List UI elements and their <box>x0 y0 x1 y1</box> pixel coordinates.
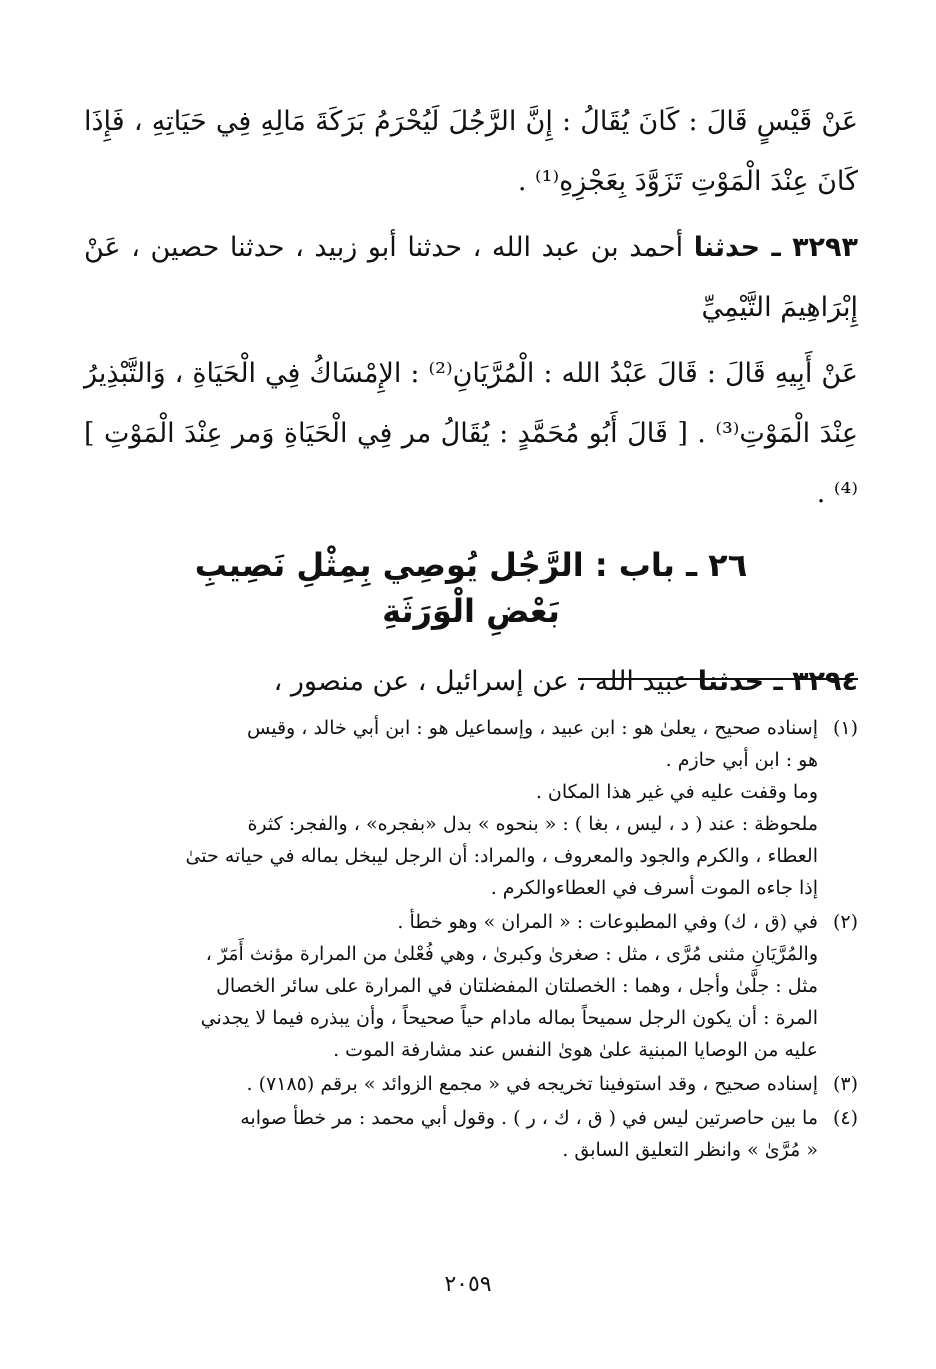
chapter-heading-line-1: ٢٦ ـ باب : الرَّجُل يُوصِي بِمِثْلِ نَصِيبِ <box>194 546 748 584</box>
footnote-line: وما وقفت عليه في غير هذا المكان . <box>535 781 818 803</box>
paragraph-3: عَنْ أَبِيهِ قَالَ : قَالَ عَبْدُ الله : الْمُرَّيَانِ⁽²⁾ : الإِمْسَاكُ فِي الْحَيَاةِ ، وَالتَّبْذِيرُ عِنْدَ الْمَوْتِ⁽³⁾ . [ قَالَ أَبُو مُحَمَّدٍ : يُقَالُ مر فِي الْحَيَاةِ وَمر عِنْدَ الْمَوْتِ ]⁽⁴⁾ . <box>84 358 858 509</box>
footnote-line: عليه من الوصايا المبنية علىٰ هوىٰ النفس عند مشارفة الموت . <box>333 1039 818 1061</box>
paragraph-hadith-3293 <box>84 218 858 338</box>
page-number: ٢٠٥٩ <box>444 1272 492 1297</box>
footnote-1 <box>84 712 858 904</box>
footnote-body <box>84 906 818 1066</box>
footnote-line: المرة : أن يكون الرجل سميحاً بماله مادام حياً صحيحاً ، وأن يبذره فيما لا يجدني <box>200 1007 818 1029</box>
hadith-number-3293: ٣٢٩٣ ـ حدثنا <box>693 232 858 263</box>
footnotes <box>84 712 858 1168</box>
footnote-number: (٤) <box>832 1107 858 1129</box>
footnote-separator <box>578 678 858 680</box>
chapter-heading-line-2: بَعْضِ الْوَرَثَةِ <box>382 592 560 630</box>
footnote-number: (٣) <box>832 1073 858 1095</box>
footnote-line: إسناده صحيح ، وقد استوفينا تخريجه في « مجمع الزوائد » برقم (٧١٨٥) . <box>246 1073 818 1095</box>
footnote-number: (١) <box>832 717 858 739</box>
paragraph-hadith-3294 <box>84 652 858 712</box>
paragraph-1: عَنْ قَيْسٍ قَالَ : كَانَ يُقَالُ : إِنَّ الرَّجُلَ لَيُحْرَمُ بَرَكَةَ مَالِهِ فِي حَيَاتِهِ ، فَإِذَا كَانَ عِنْدَ الْمَوْتِ تَزَوَّدَ بِعَجْزِهِ⁽¹⁾ . <box>84 106 858 197</box>
footnote-line: هو : ابن أبي حازم . <box>665 749 818 771</box>
footnote-4 <box>84 1102 858 1166</box>
hadith-chain-3293: أحمد بن عبد الله ، حدثنا أبو زبيد ، حدثنا حصين ، عَنْ إِبْرَاهِيمَ التَّيْمِيِّ <box>84 232 858 323</box>
footnote-number: (٢) <box>832 911 858 933</box>
footnote-line: والمُرَّيَانِ مثنى مُرَّى ، مثل : صغرىٰ وكبرىٰ ، وهي فُعْلىٰ من المرارة مؤنث أَمَرّ ، <box>205 943 818 965</box>
chapter-heading <box>84 542 858 634</box>
footnote-line: مثل : جلَّىٰ وأجل ، وهما : الخصلتان المفضلتان في المرارة على سائر الخصال <box>216 975 818 997</box>
footnote-2 <box>84 906 858 1066</box>
footnote-line: « مُرَّىٰ » وانظر التعليق السابق . <box>562 1139 818 1161</box>
footnote-body <box>84 1102 818 1166</box>
footnote-body <box>84 712 818 904</box>
footnote-line: ملحوظة : عند ( د ، ليس ، بغا ) : « بنحوه » بدل «بفجره» ، والفجر: كثرة <box>247 813 818 835</box>
footnote-body <box>84 1068 818 1100</box>
footnote-3 <box>84 1068 858 1100</box>
hadith-chain-3294: عبيد الله ، عن إسرائيل ، عن منصور ، <box>273 666 690 697</box>
hadith-number-3294: ٣٢٩٤ ـ حدثنا <box>697 666 858 697</box>
footnote-line: ما بين حاصرتين ليس في ( ق ، ك ، ر ) . وقول أبي محمد : مر خطأ صوابه <box>240 1107 818 1129</box>
footnote-line: العطاء ، والكرم والجود والمعروف ، والمراد: أن الرجل ليبخل بماله في حياته حتىٰ <box>185 845 818 867</box>
footnote-line: إذا جاءه الموت أسرف في العطاءوالكرم . <box>490 877 818 899</box>
footnote-line: في (ق ، ك) وفي المطبوعات : « المران » وهو خطأ . <box>397 911 818 933</box>
footnote-line: إسناده صحيح ، يعلىٰ هو : ابن عبيد ، وإسماعيل هو : ابن أبي خالد ، وقيس <box>247 717 818 739</box>
main-text <box>84 92 858 718</box>
